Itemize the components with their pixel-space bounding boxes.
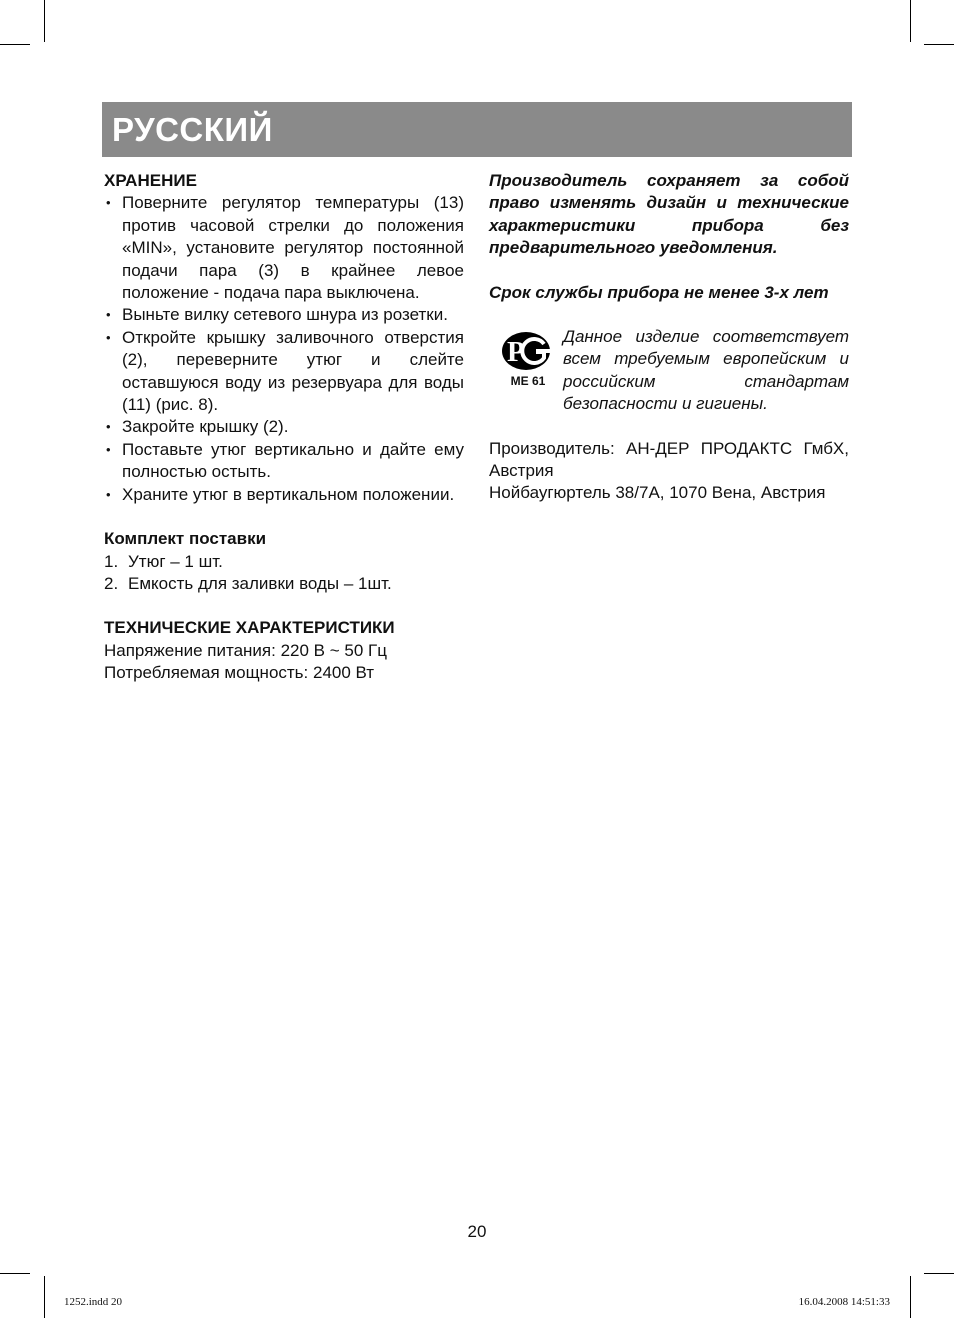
list-item: • Храните утюг в вертикальном положении. — [104, 484, 464, 506]
right-column — [489, 170, 849, 505]
manufacturer-address: Нойбаугюртель 38/7А, 1070 Вена, Австрия — [489, 483, 826, 503]
list-item: • Закройте крышку (2). — [104, 416, 464, 438]
certification-text: Данное изделие соответствует всем требуемым европейским и российским стандартам безопасности и гигиены. — [563, 327, 849, 414]
language-title: РУССКИЙ — [112, 111, 273, 148]
crop-mark — [44, 0, 45, 42]
crop-mark — [0, 1273, 30, 1274]
specs-heading: ТЕХНИЧЕСКИЕ ХАРАКТЕРИСТИКИ — [104, 618, 395, 638]
service-life-notice: Срок службы прибора не менее 3-х лет — [489, 282, 829, 302]
voltage-spec: Напряжение питания: 220 В ~ 50 Гц — [104, 640, 387, 660]
storage-section — [104, 170, 464, 506]
list-item: • Поверните регулятор температуры (13) против часовой стрелки до положения «MIN», установите регулятор постоянной подачи пара (3) в крайнее левое положение - подача пара выключена. — [104, 192, 464, 304]
certification-block — [489, 326, 849, 416]
certification-code: МЕ 61 — [510, 374, 546, 389]
kit-section — [104, 528, 464, 595]
list-text: Утюг – 1 шт. — [128, 551, 223, 571]
left-column — [104, 170, 464, 707]
date-slug: 16.04.2008 14:51:33 — [798, 1296, 890, 1308]
certification-logo — [489, 326, 563, 388]
list-item — [104, 573, 464, 595]
page-number: 20 — [467, 1222, 487, 1241]
list-item: • Поставьте утюг вертикально и дайте ему полностью остыть. — [104, 439, 464, 484]
list-number: 1. — [104, 551, 119, 571]
crop-mark — [924, 44, 954, 45]
kit-list — [104, 551, 464, 596]
specs-section — [104, 617, 464, 684]
storage-heading: ХРАНЕНИЕ — [104, 171, 197, 190]
power-spec: Потребляемая мощность: 2400 Вт — [104, 663, 375, 683]
file-slug: 1252.indd 20 — [64, 1296, 123, 1308]
crop-mark — [0, 44, 30, 45]
crop-mark — [910, 0, 911, 42]
list-item: • Выньте вилку сетевого шнура из розетки. — [104, 304, 464, 326]
list-text: Емкость для заливки воды – 1шт. — [128, 573, 392, 593]
list-item: • Откройте крышку заливочного отверстия (2), переверните утюг и слейте оставшуюся воду из резервуара для воды (11) (рис. 8). — [104, 327, 464, 417]
design-change-notice: Производитель сохраняет за собой право изменять дизайн и технические характеристики прибора без предварительного уведомления. — [489, 171, 849, 258]
manufacturer-name: Производитель: АН-ДЕР ПРОДАКТС ГмбХ, Австрия — [489, 438, 849, 481]
pct-certification-icon — [500, 330, 552, 372]
kit-heading: Комплект поставки — [104, 529, 267, 549]
storage-list — [104, 192, 464, 506]
svg-text:P: P — [507, 336, 525, 369]
crop-mark — [910, 1276, 911, 1318]
list-number: 2. — [104, 573, 119, 593]
language-banner — [102, 102, 852, 157]
list-item — [104, 551, 464, 573]
crop-mark — [924, 1273, 954, 1274]
crop-mark — [44, 1276, 45, 1318]
